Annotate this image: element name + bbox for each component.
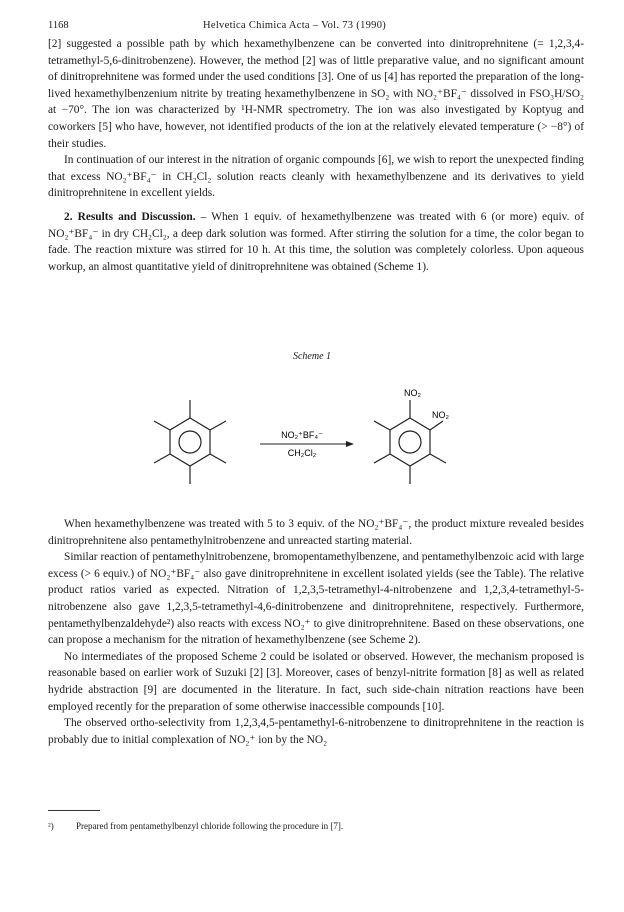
reagent-label: NO₂⁺BF₄⁻ [281,430,323,440]
nitro-label-top: NO₂ [404,388,421,398]
hexamethylbenzene-structure [154,400,226,484]
footnote [48,820,584,832]
solvent-label: CH₂Cl₂ [287,448,317,458]
paragraph-5: Similar reaction of pentamethylnitrobenzene, bromopentamethylbenzene, and pentamethylbenzoic acid with large excess (> 6 equiv.) of NO₂⁺BF₄⁻ also gave dinitroprehnitene in excellent isolated yields (see the Table). The relative product ratios varied as expected. Nitration of 1,2,3,5-tetramethyl-4-nitrobenzene and 1,2,3,4-tetramethyl-5-nitrobenzene also gave 1,2,3,5-tetramethyl-4,6-dinitrobenzene and dinitroprehnitene, respectively. Furthermore, pentamethylbenzaldehyde²) also reacts with excess NO₂⁺ to give dinitroprehnitene. Based on these observations, one can propose a mechanism for the nitration of hexamethylbenzene (see Scheme 2). [48,551,584,647]
upper-text [48,36,584,275]
paragraph-4: When hexamethylbenzene was treated with 5 to 3 equiv. of the NO₂⁺BF₄⁻, the product mixture revealed besides dinitroprehnitene also pentamethylnitrobenzene and unreacted starting material. [48,518,584,547]
scheme-caption: Scheme 1 [292,351,332,362]
paragraph-1: [2] suggested a possible path by which hexamethylbenzene can be converted into dinitroprehnitene (= 1,2,3,4-tetramethyl-5,6-dinitrobenzene). However, the method [2] was of little preparative value, and no significant amount of dinitroprehnitene was formed under the used conditions [3]. One of us [4] has reported the preparation of the long-lived hexamethylbenzenium nitrite by treating hexamethylbenzene in SO₂ with NO₂⁺BF₄⁻ dissolved in FSO₃H/SO₂ at −70°. The ion was characterized by ¹H-NMR spectrometry. The ion was also investigated by Koptyug and coworkers [5] who have, however, not identified products of the ion at the relatively elevated temperature (> −8°) of their studies. [48,38,584,150]
nitro-label-right: NO₂ [432,410,449,420]
running-header [48,20,584,34]
paragraph-7: The observed ortho-selectivity from 1,2,3,4,5-pentamethyl-6-nitrobenzene to dinitroprehnitene in the reaction is probably due to initial complexation of NO₂⁺ ion by the NO₂ [48,717,584,746]
paragraph-2: In continuation of our interest in the nitration of organic compounds [6], we wish to report the unexpected finding that excess NO₂⁺BF₄⁻ in CH₂Cl₂ solution reacts cleanly with hexamethylbenzene and its derivatives to yield dinitroprehnitene in excellent yields. [48,154,584,200]
page-number: 1168 [48,20,69,31]
footnote-divider [48,810,100,811]
footnote-text: Prepared from pentamethylbenzyl chloride following the procedure in [7]. [76,821,344,831]
paragraph-6: No intermediates of the proposed Scheme 2 could be isolated or observed. However, the mechanism proposed is reasonable based on earlier work of Suzuki [2] [3]. Moreover, cases of benzyl-nitrite formation [8] as well as related hydride abstraction [9] are documented in the literature. In fact, such side-chain nitration reactions have been employed recently for the preparation of some otherwise inaccessible compounds [10]. [48,650,584,713]
footnote-marker: ²) [48,821,54,831]
scheme-1-diagram [150,370,450,510]
lower-text [48,516,584,748]
paragraph-3-text: – When 1 equiv. of hexamethylbenzene was treated with 6 (or more) equiv. of NO₂⁺BF₄⁻ in dry CH₂Cl₂, a deep dark solution was formed. After stirring the solution for a time, the color began to fade. The reaction mixture was stirred for 10 h. At this time, the solution was completely colorless. Upon aqueous workup, an almost quantitative yield of dinitroprehnitene was obtained (Scheme 1). [48,210,585,273]
paragraph-3 [48,209,584,275]
journal-title: Helvetica Chimica Acta – Vol. 73 (1990) [203,20,387,31]
reaction-arrow [260,441,354,447]
section-heading: 2. Results and Discussion. [64,210,196,223]
